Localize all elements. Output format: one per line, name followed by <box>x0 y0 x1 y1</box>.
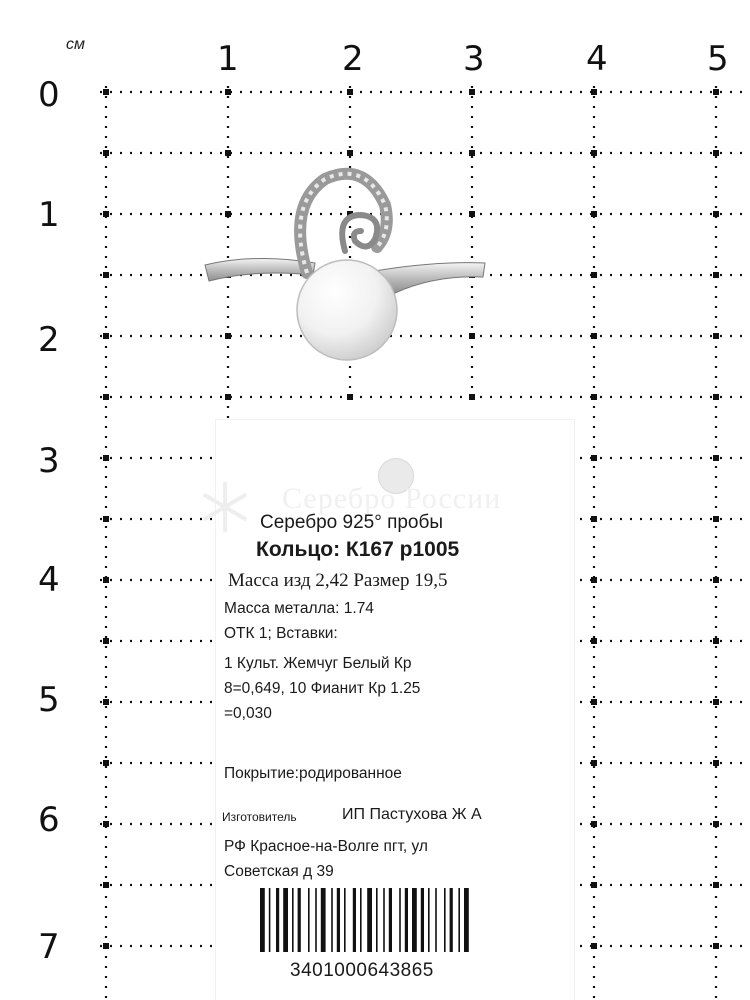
brand-watermark: Серебро России <box>282 482 502 515</box>
grid-node <box>591 150 597 156</box>
barcode-bar <box>283 888 288 952</box>
grid-node <box>347 394 353 400</box>
ruler-side-label: 4 <box>38 560 60 600</box>
grid-node <box>469 89 475 95</box>
grid-node <box>103 516 109 522</box>
grid-node <box>713 211 719 217</box>
grid-node <box>103 272 109 278</box>
grid-node <box>713 577 719 583</box>
ruler-side-label: 0 <box>38 75 60 115</box>
barcode-bar <box>464 888 469 952</box>
ruler-top-label: 5 <box>707 39 729 79</box>
barcode-bar <box>435 888 437 952</box>
tag-insert-line: 8=0,649, 10 Фианит Кр 1.25 <box>224 680 421 697</box>
barcode-bar <box>376 888 378 952</box>
barcode-bar <box>428 888 430 952</box>
tag-maker-label: Изготовитель <box>222 810 297 824</box>
tag-metal-line: Серебро 925° пробы <box>260 512 444 533</box>
tag-mass-size: Масса изд 2,42 Размер 19,5 <box>228 570 448 591</box>
ruler-side-label: 6 <box>38 800 60 840</box>
grid-node <box>103 699 109 705</box>
barcode-bar <box>458 888 460 952</box>
ruler-top-label: 3 <box>463 39 485 79</box>
grid-node <box>713 455 719 461</box>
snowflake-watermark-icon <box>196 478 254 536</box>
ruler-top-label: 1 <box>217 39 239 79</box>
grid-node <box>103 89 109 95</box>
grid-node <box>103 760 109 766</box>
ruler-side-label: 7 <box>38 927 60 967</box>
grid-node <box>713 699 719 705</box>
grid-node <box>591 89 597 95</box>
grid-node <box>347 150 353 156</box>
barcode-bar <box>344 888 346 952</box>
tag-address-line: Советская д 39 <box>224 863 334 880</box>
barcode-bar <box>444 888 446 952</box>
grid-node <box>713 272 719 278</box>
grid-node <box>347 89 353 95</box>
grid-node <box>103 638 109 644</box>
barcode-bar <box>353 888 356 952</box>
price-tag <box>216 420 574 1000</box>
grid-node <box>591 516 597 522</box>
ring-photo <box>195 165 495 375</box>
grid-node <box>591 394 597 400</box>
grid-node <box>713 394 719 400</box>
ruler-top-label: 2 <box>342 39 364 79</box>
barcode-bar <box>321 888 326 952</box>
grid-node <box>591 760 597 766</box>
grid-node <box>713 882 719 888</box>
ruler-top-label: 4 <box>586 39 608 79</box>
grid-node <box>591 272 597 278</box>
barcode-bar <box>383 888 385 952</box>
grid-node <box>103 577 109 583</box>
barcode-bar <box>269 888 271 952</box>
barcode-bar <box>308 888 310 952</box>
grid-node <box>225 394 231 400</box>
barcode-bar <box>315 888 317 952</box>
barcode-bar <box>337 888 340 952</box>
grid-node <box>225 89 231 95</box>
grid-node <box>713 760 719 766</box>
ruler-side-label: 2 <box>38 320 60 360</box>
grid-node <box>591 211 597 217</box>
grid-node <box>591 943 597 949</box>
barcode-bar <box>399 888 401 952</box>
grid-node <box>713 333 719 339</box>
tag-coating: Покрытие:родированное <box>224 765 402 782</box>
barcode-bar <box>331 888 333 952</box>
grid-node <box>591 699 597 705</box>
tag-maker-name: ИП Пастухова Ж А <box>342 806 482 823</box>
grid-node <box>713 89 719 95</box>
grid-node <box>103 882 109 888</box>
grid-node <box>713 516 719 522</box>
ring-swirl <box>342 215 377 251</box>
tag-insert-line: =0,030 <box>224 705 272 722</box>
grid-node <box>225 150 231 156</box>
barcode-bar <box>405 888 408 952</box>
grid-node <box>103 150 109 156</box>
grid-node <box>591 882 597 888</box>
barcode-bar <box>260 888 265 952</box>
grid-node <box>713 638 719 644</box>
grid-node <box>713 150 719 156</box>
grid-node <box>469 394 475 400</box>
barcode-bar <box>276 888 279 952</box>
barcode-bar <box>292 888 294 952</box>
grid-node <box>591 333 597 339</box>
ruler-side-label: 5 <box>38 680 60 720</box>
grid-node <box>103 333 109 339</box>
pearl <box>297 260 397 360</box>
grid-node <box>103 211 109 217</box>
tag-metal-mass: Масса металла: 1.74 <box>224 600 374 617</box>
tag-insert-line: 1 Культ. Жемчуг Белый Кр <box>224 655 412 672</box>
grid-node <box>591 638 597 644</box>
barcode-bar <box>367 888 372 952</box>
barcode-number: 3401000643865 <box>290 960 434 981</box>
tag-product-title: Кольцо: К167 р1005 <box>256 538 460 561</box>
tag-otk-inserts: ОТК 1; Вставки: <box>224 625 338 642</box>
grid-node <box>103 821 109 827</box>
grid-node <box>713 821 719 827</box>
grid-node <box>713 943 719 949</box>
grid-node <box>591 455 597 461</box>
barcode-bar <box>389 888 392 952</box>
grid-node <box>591 577 597 583</box>
grid-node <box>591 821 597 827</box>
barcode-bar <box>412 888 417 952</box>
grid-node <box>103 394 109 400</box>
barcode <box>260 888 524 952</box>
barcode-bar <box>421 888 424 952</box>
barcode-bar <box>360 888 362 952</box>
unit-label: см <box>66 36 85 53</box>
ruler-side-label: 1 <box>38 195 60 235</box>
grid-node <box>103 455 109 461</box>
barcode-bar <box>298 888 301 952</box>
ruler-side-label: 3 <box>38 441 60 481</box>
barcode-bar <box>450 888 453 952</box>
tag-address-line: РФ Красное-на-Волге пгт, ул <box>224 838 428 855</box>
grid-node <box>103 943 109 949</box>
grid-node <box>469 150 475 156</box>
